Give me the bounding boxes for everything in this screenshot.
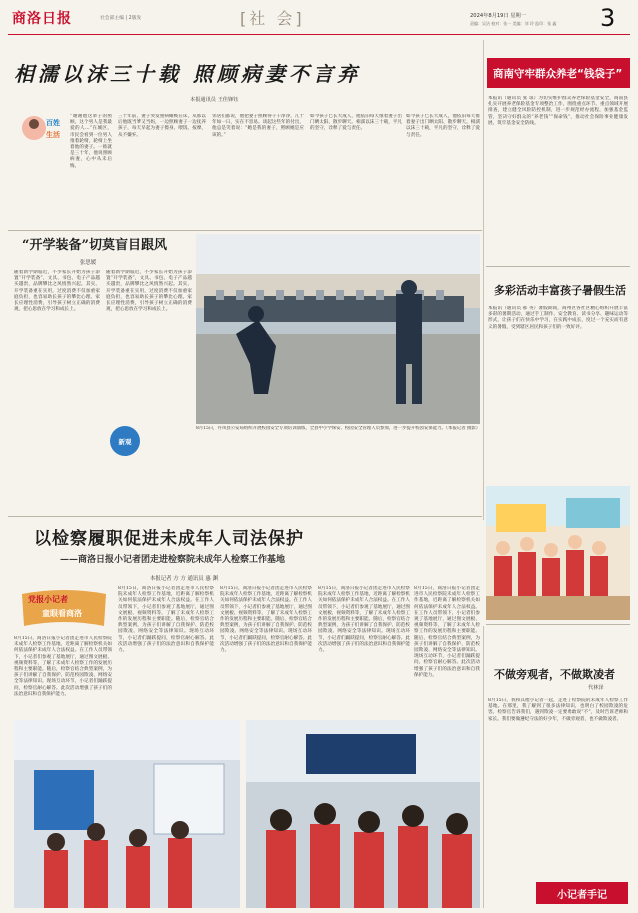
- article-5-col-1: 8月15日，商洛日报小记者团走进市人民检察院未成年人检察工作基地，近距离了解检察机关如何依法保护未成年人合法权益。在工作人员带领下，小记者们参观了基地展厅，通过图文展板、视频资料等，了解了未成年人检察工作的发展历程和主要职能。随后，检察官结合典型案例，为孩子们讲解了自我保护、防范校园欺凌、网络安全等法律知识。现场互动环节，小记者们踊跃提问，检察官耐心解答。此次活动增强了孩子们的法治意识和自我保护能力。: [14, 636, 112, 697]
- article-headline-6: 不做旁观者，不做欺凌者: [494, 668, 615, 681]
- life-badge-top: 百姓: [46, 119, 60, 127]
- section-title: [240, 6, 305, 29]
- prosecutor-hall-photo: [14, 720, 240, 908]
- article-5-col-3: 8月15日，商洛日报小记者团走进市人民检察院未成年人检察工作基地，近距离了解检察机关如何依法保护未成年人合法权益。在工作人员带领下，小记者们参观了基地展厅，通过图文展板、视频资料等，了解了未成年人检察工作的发展历程和主要职能。随后，检察官结合典型案例，为孩子们讲解了自我保护、防范校园欺凌、网络安全等法律知识。现场互动环节，小记者们踊跃提问，检察官耐心解答。此次活动增强了孩子们的法治意识和自我保护能力。: [220, 586, 312, 654]
- security-training-photo: [196, 234, 480, 424]
- article-4-body: 本报讯（通讯员 郝 英）暑假期间，商州区各社区精心组织开展丰富多彩的暑期活动，通过手工制作、安全教育、读书分享、趣味运动等形式，让孩子们在快乐中学习，在实践中成长，度过一个充实而有意义的暑假，受到辖区居民和孩子们的一致好评。: [488, 306, 628, 330]
- reporter-badge-top: 党报小记者: [28, 594, 68, 604]
- divider-right: [486, 266, 630, 267]
- article-1-col-3: 邻居们都说，他把妻子照顾得干干净净，几十年如一日，实在不容易。谈起这些年的付出，他总是笑着说：“她是我的妻子，照顾她是应该的。”: [212, 114, 304, 138]
- article-byline-1: 本报通讯员 王佳锋钰: [190, 97, 239, 103]
- article-1-col-2: 三十年前，妻子突发重病瘫痪在床，从那以后他既当爹又当妈，一边照顾妻子一边抚养孩子，每天早起为妻子擦身、喂饭、按摩，从不嫌弃。: [118, 114, 206, 138]
- prosecutor-hall-image: [14, 720, 240, 908]
- article-author-3: 张思媛: [80, 260, 97, 266]
- page-number: 3: [600, 4, 616, 32]
- kids-activity-photo: [486, 486, 630, 620]
- article-subhead-5: ——商洛日报小记者团走进检察院未成年人检察工作基地: [60, 555, 286, 565]
- article-byline-5: 本报记者 方 方 通讯员 惠 渊: [150, 576, 218, 582]
- section-bracket-left: [: [240, 9, 250, 28]
- right-column-rule-top: [483, 40, 484, 520]
- article-headline-1: 相濡以沫三十载 照顾病妻不言弃: [14, 62, 361, 86]
- section-bracket-right: ]: [295, 9, 305, 28]
- reporter-notes-label: 小记者手记: [557, 889, 607, 901]
- masthead-rule: [8, 34, 630, 35]
- newspaper-logo: 商洛日报: [12, 11, 72, 27]
- life-badge-bottom: 生活: [46, 131, 60, 139]
- divider-right-2: [486, 624, 630, 625]
- article-headline-3: “开学装备”切莫盲目跟风: [22, 238, 167, 253]
- article-1-col-5: 如今孩子已长大成人，他依旧每天推着妻子出门晒太阳、散步聊天。相濡以沫三十载，平凡的坚守，诠释了爱与责任。: [406, 114, 480, 138]
- kids-activity-image: [486, 486, 630, 620]
- divider-1: [8, 230, 482, 231]
- article-headline-5: 以检察履职促进未成年人司法保护: [34, 529, 304, 549]
- article-3-col-2: 随着新学期临近，不少家长开始为孩子添置“开学装备”，文具、书包、电子产品越买越贵，品牌攀比之风悄然兴起。其实，开学装备重在实用，过度消费不仅加重家庭负担，也容易助长孩子的攀比心理。家长应理性消费，引导孩子树立正确的消费观，把心思放在学习和成长上。: [106, 270, 192, 313]
- article-1-p1: “谢谢他这辈子的照顾，这个男人是我最爱的人…”在城区，市民会看到一位男人推着轮椅，轮椅上坐着他的妻子。一推就是三十年，他说照顾病妻，心中从未后悔。: [70, 114, 112, 169]
- new-view-badge: [110, 426, 140, 456]
- new-view-badge-label: 新观: [118, 437, 132, 446]
- article-3-col-1: 随着新学期临近，不少家长开始为孩子添置“开学装备”，文具、书包、电子产品越买越贵，品牌攀比之风悄然兴起。其实，开学装备重在实用，过度消费不仅加重家庭负担，也容易助长孩子的攀比心理。家长应理性消费，引导孩子树立正确的消费观，把心思放在学习和成长上。: [14, 270, 100, 313]
- issue-date: 2024年8月19日 星期一: [470, 13, 526, 19]
- editors-line: 责编：吴洁 校对：张一 美编：刘 玲 监印：张 鑫: [470, 21, 557, 26]
- article-author-6: 代林泽: [588, 685, 604, 691]
- article-headline-2: 商南守牢群众养老“钱袋子”: [493, 68, 623, 80]
- article-1-col-1: [14, 114, 112, 226]
- article-5-col-2: 8月15日，商洛日报小记者团走进市人民检察院未成年人检察工作基地，近距离了解检察机关如何依法保护未成年人合法权益。在工作人员带领下，小记者们参观了基地展厅，通过图文展板、视频资料等，了解了未成年人检察工作的发展历程和主要职能。随后，检察官结合典型案例，为孩子们讲解了自我保护、防范校园欺凌、网络安全等法律知识。现场互动环节，小记者们踊跃提问，检察官耐心解答。此次活动增强了孩子们的法治意识和自我保护能力。: [118, 586, 214, 654]
- reporter-badge: [18, 588, 110, 630]
- article-headline-4: 多彩活动丰富孩子暑假生活: [494, 284, 626, 297]
- photo-caption: 8月15日，丹凤县公安局组织开展校园安全专项培训演练，全县中小学保安、校园安全管理人员参加，进一步提升校园安保能力。（本报记者 摄影）: [196, 426, 480, 431]
- divider-2: [8, 516, 482, 517]
- security-training-image: [196, 234, 480, 424]
- reporter-badge-bottom: 童眼看商洛: [42, 608, 82, 618]
- right-column-rule-bottom: [483, 626, 484, 908]
- article-6-body: 8月15日，我和其他小记者一起，走进了检察院的未成年人检察工作基地。在那里，我了解到了很多法律知识，也明白了校园欺凌的危害。检察官告诉我们，遇到欺凌一定要勇敢说“不”，及时告诉老师和家长。我们要做遵纪守法的好少年，不做旁观者，也不做欺凌者。: [488, 698, 628, 722]
- masthead-sub: 社会部主编 | 2版发: [100, 16, 142, 21]
- article-5-col-5: 8月15日，商洛日报小记者团走进市人民检察院未成年人检察工作基地，近距离了解检察机关如何依法保护未成年人合法权益。在工作人员带领下，小记者们参观了基地展厅，通过图文展板、视频资料等，了解了未成年人检察工作的发展历程和主要职能。随后，检察官结合典型案例，为孩子们讲解了自我保护、防范校园欺凌、网络安全等法律知识。现场互动环节，小记者们踊跃提问，检察官耐心解答。此次活动增强了孩子们的法治意识和自我保护能力。: [414, 586, 480, 678]
- reporter-notes-badge: [536, 882, 628, 904]
- section-label: 社 会: [249, 9, 296, 28]
- classroom-lecture-image: [246, 720, 480, 908]
- article-1-col-4: 如今孩子已长大成人，他依旧每天推着妻子出门晒太阳、散步聊天。相濡以沫三十载，平凡的坚守，诠释了爱与责任。: [310, 114, 402, 132]
- article-2-body: 本报讯（通讯员 张 琼）为切实维护群众养老保险基金安全，商南县扎实开展养老保险基金专项整治工作，围绕重点环节、重点领域开展排查，建立健全风险防控机制，进一步规范经办流程，加强基金监管，坚决守好群众的“养老钱”“保命钱”，推动社会保险事业健康发展，筑牢基金安全防线。: [488, 96, 628, 126]
- article-5-col-4: 8月15日，商洛日报小记者团走进市人民检察院未成年人检察工作基地，近距离了解检察机关如何依法保护未成年人合法权益。在工作人员带领下，小记者们参观了基地展厅，通过图文展板、视频资料等，了解了未成年人检察工作的发展历程和主要职能。随后，检察官结合典型案例，为孩子们讲解了自我保护、防范校园欺凌、网络安全等法律知识。现场互动环节，小记者们踊跃提问，检察官耐心解答。此次活动增强了孩子们的法治意识和自我保护能力。: [318, 586, 410, 654]
- article-2-header: [487, 58, 630, 88]
- classroom-lecture-photo: [246, 720, 480, 908]
